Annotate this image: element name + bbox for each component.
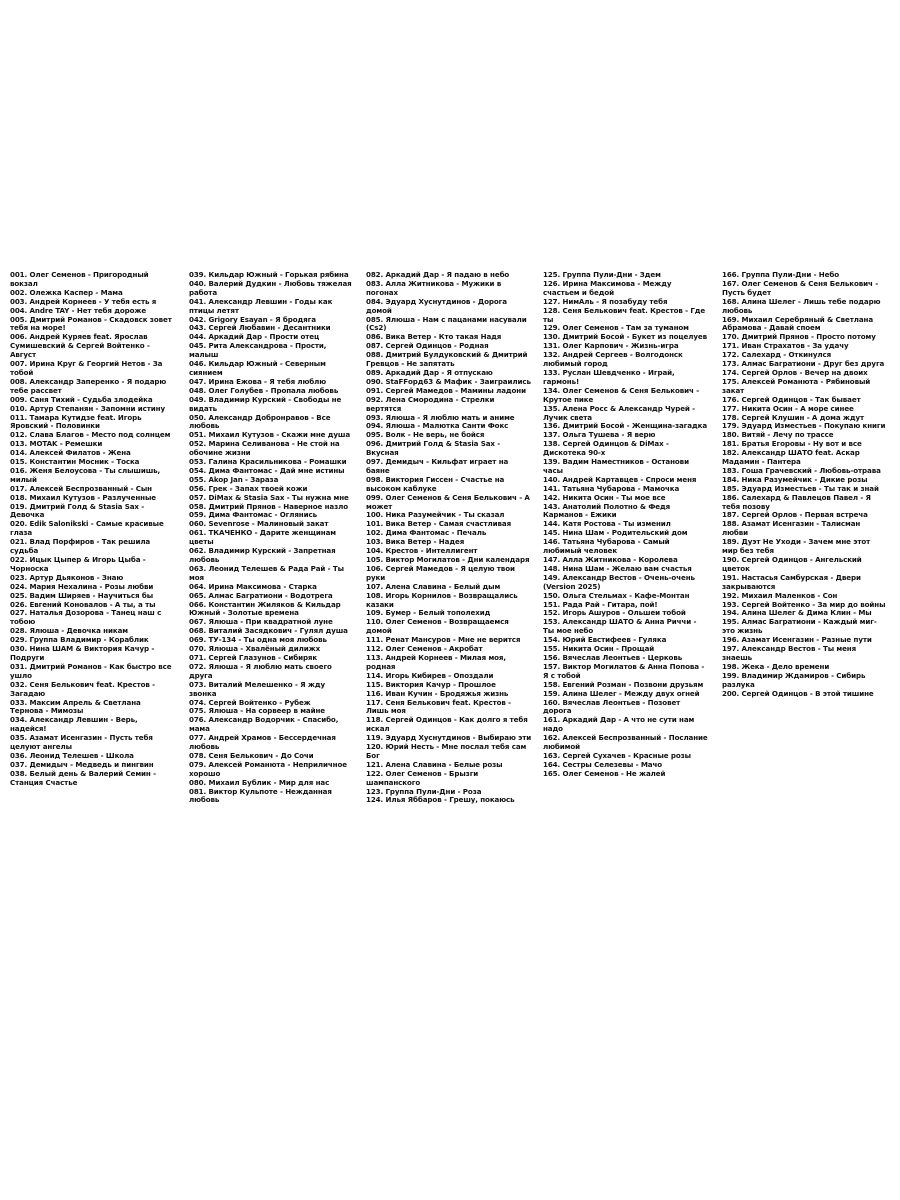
track-entry: 137. Ольга Тушева - Я верю <box>543 430 656 440</box>
track-entry: 094. Ялюша - Малютка Санти Фокс <box>366 421 509 431</box>
track-entry: 120. Юрий Несть - Мне послал тебя сам Бог <box>366 742 527 760</box>
track-entry: 200. Сергей Одинцов - В этой тишине <box>722 688 874 698</box>
track-entry: 019. Дмитрий Голд & Stasia Sax - Девочка <box>10 501 145 520</box>
track-entry: 074. Сергей Войтенко - Рубеж <box>189 697 311 707</box>
track-entry: 099. Олег Семенов & Сеня Белькович - А может <box>366 492 530 511</box>
track-entry: 191. Настасья Самбурская - Двери закрываются <box>722 572 861 591</box>
track-entry: 175. Алексей Романюта - Рябиновый закат <box>722 376 871 395</box>
track-entry: 121. Алена Славина - Белые розы <box>366 759 503 769</box>
track-entry: 020. Edik Salonikski - Самые красивые глаза <box>10 519 164 538</box>
track-entry: 197. Александр Вестов - Ты меня знаешь <box>722 644 857 662</box>
track-entry: 132. Андрей Сергеев - Волгодонск любимый город <box>543 350 683 369</box>
track-entry: 062. Владимир Курский - Запретная любовь <box>189 546 336 564</box>
track-entry: 059. Дима Фантомас - Оглянись <box>189 510 317 520</box>
tracklist-column-4 <box>543 271 715 941</box>
track-entry: 036. Леонид Телешев - Школа <box>10 750 134 760</box>
track-entry: 136. Дмитрий Босой - Женщина-загадка <box>543 421 708 431</box>
track-entry: 018. Михаил Кутузов - Разлученные <box>10 492 157 502</box>
track-entry: 119. Эдуард Хуснутдинов - Выбираю эти <box>366 733 532 743</box>
track-entry: 144. Катя Ростова - Ты изменил <box>543 519 671 529</box>
track-entry: 159. Алина Шелег - Между двух огней <box>543 688 700 698</box>
track-entry: 160. Вячеслав Леонтьев - Позовет дорога <box>543 697 681 716</box>
track-entry: 118. Сергей Одинцов - Как долго я тебя искал <box>366 715 528 734</box>
track-entry: 055. Akop Jan - Зараза <box>189 474 279 484</box>
track-entry: 023. Артур Дьяконов - Знаю <box>10 572 124 582</box>
track-entry: 124. Илья Яббаров - Грешу, покаюсь <box>366 795 515 805</box>
track-entry: 182. Александр ШАТО feat. Аскар Мадамин - Пантера <box>722 448 860 467</box>
track-entry: 110. Олег Семенов - Возвращаемся домой <box>366 617 509 636</box>
track-entry: 077. Андрей Храмов - Бессердечная любовь <box>189 733 336 752</box>
track-entry: 183. Гоша Грачевский - Любовь-отрава <box>722 465 881 475</box>
track-entry: 002. Олежка Каспер - Мама <box>10 287 123 297</box>
track-entry: 051. Михаил Кутузов - Скажи мне душа <box>189 430 351 440</box>
track-entry: 005. Дмитрий Романов - Скадовск зовет тебя на море! <box>10 314 172 333</box>
track-entry: 139. Вадим Наместников - Останови часы <box>543 457 689 475</box>
track-entry: 194. Алина Шелег & Дима Клин - Мы <box>722 608 872 618</box>
track-entry: 030. Нина ШАМ & Виктория Качур - Подруги <box>10 644 155 662</box>
track-entry: 122. Олег Семенов - Брызги шампанского <box>366 768 479 787</box>
track-entry: 135. Алена Росс & Александр Чурей - Лучик света <box>543 403 696 422</box>
track-entry: 079. Алексей Романюта - Неприличное хорошо <box>189 759 347 778</box>
track-entry: 096. Дмитрий Голд & Stasia Sax - Вкусная <box>366 439 501 458</box>
track-entry: 024. Мария Нехалина - Розы любви <box>10 581 154 591</box>
track-entry: 162. Алексей Беспрозванный - Послание любимой <box>543 733 708 752</box>
track-entry: 101. Вика Ветер - Самая счастливая <box>366 519 512 529</box>
track-entry: 045. Рита Александрова - Прости, малыш <box>189 341 327 360</box>
track-entry: 092. Лена Смородина - Стрелки вертятся <box>366 394 495 413</box>
tracklist-column-2 <box>189 271 361 941</box>
track-entry: 177. Никита Осин - А море синее <box>722 403 854 413</box>
track-entry: 156. Вячеслав Леонтьев - Церковь <box>543 652 683 662</box>
track-entry: 130. Дмитрий Босой - Букет из поцелуев <box>543 332 708 342</box>
track-entry: 061. ТКАЧЕНКО - Дарите женщинам цветы <box>189 528 336 547</box>
track-entry: 174. Сергей Орлов - Вечер на двоих <box>722 367 868 377</box>
track-entry: 199. Владимир Ждамиров - Сибирь разлука <box>722 670 866 689</box>
track-entry: 049. Владимир Курский - Свободы не видать <box>189 394 342 413</box>
track-entry: 146. Татьяна Чубарова - Самый любимый человек <box>543 537 670 556</box>
track-entry: 138. Сергей Одинцов & DiMax - Дискотека 90-х <box>543 439 669 458</box>
track-entry: 189. Дуэт Не Уходи - Зачем мне этот мир без тебя <box>722 537 871 556</box>
track-entry: 042. Grigory Esayan - Я бродяга <box>189 314 316 324</box>
track-entry: 073. Виталий Мелешенко - Я жду звонка <box>189 679 326 698</box>
track-entry: 157. Виктор Могилатов & Анна Попова - Я с тобой <box>543 661 705 680</box>
track-entry: 104. Крестов - Интеллигент <box>366 546 478 556</box>
track-entry: 080. Михаил Бублик - Мир для нас <box>189 777 330 787</box>
track-entry: 117. Сеня Белькович feat. Крестов - Лишь моя <box>366 697 511 716</box>
track-entry: 185. Эдуард Изместьев - Ты так и знай <box>722 483 879 493</box>
track-entry: 084. Эдуард Хуснутдинов - Дорога домой <box>366 296 507 315</box>
track-entry: 171. Иван Страхатов - За удачу <box>722 341 849 351</box>
track-entry: 004. Andre TAY - Нет тебя дороже <box>10 305 147 315</box>
track-entry: 098. Виктория Гиссен - Счастье на высоком каблуке <box>366 474 505 493</box>
track-entry: 102. Дима Фантомас - Печаль <box>366 528 487 538</box>
track-entry: 086. Вика Ветер - Кто такая Надя <box>366 332 502 342</box>
track-entry: 043. Сергей Любавин - Десантники <box>189 323 331 333</box>
track-entry: 056. Грек - Запах твоей кожи <box>189 483 308 493</box>
track-entry: 064. Ирина Максимова - Старка <box>189 581 317 591</box>
track-entry: 083. Алла Житникова - Мужики в погонах <box>366 278 502 297</box>
track-entry: 195. Алмас Багратиони - Каждый миг- это жизнь <box>722 617 877 636</box>
track-entry: 113. Андрей Корнеев - Милая моя, родная <box>366 652 506 671</box>
track-entry: 148. Нина Шам - Желаю вам счастья <box>543 563 692 573</box>
track-entry: 108. Игорь Корнилов - Возвращались казаки <box>366 590 518 609</box>
track-entry: 040. Валерий Дудкин - Любовь тяжелая работа <box>189 278 352 297</box>
track-entry: 145. Нина Шам - Родительский дом <box>543 528 688 538</box>
track-entry: 015. Константин Мосник - Тоска <box>10 457 140 467</box>
track-entry: 001. Олег Семенов - Пригородный вокзал <box>10 271 149 288</box>
track-entry: 082. Аркадий Дар - Я падаю в небо <box>366 271 510 279</box>
track-entry: 107. Алена Славина - Белый дым <box>366 581 501 591</box>
track-entry: 068. Виталий Засядкович - Гулял душа <box>189 626 348 636</box>
track-entry: 078. Сеня Белькович - До Сочи <box>189 750 314 760</box>
track-entry: 039. Кильдар Южный - Горькая рябина <box>189 271 349 279</box>
track-entry: 028. Ялюша - Девочка никам <box>10 626 128 636</box>
tracklist-column-1 <box>10 271 182 941</box>
track-entry: 133. Руслан Шевдченко - Играй, гармонь! <box>543 367 675 386</box>
track-entry: 058. Дмитрий Прянов - Наверное назло <box>189 501 348 511</box>
track-entry: 063. Леонид Телешев & Рада Рай - Ты моя <box>189 563 344 582</box>
track-entry: 192. Михаил Маленков - Сон <box>722 590 838 600</box>
track-entry: 093. Ялюша - Я люблю мать и аниме <box>366 412 515 422</box>
track-entry: 164. Сестры Селезевы - Мачо <box>543 759 663 769</box>
track-entry: 087. Сергей Одинцов - Родная <box>366 341 489 351</box>
track-entry: 100. Ника Разумейчик - Ты сказал <box>366 510 505 520</box>
track-entry: 046. Кильдар Южный - Северным сиянием <box>189 359 326 377</box>
track-entry: 126. Ирина Максимова - Между счастьем и бедой <box>543 278 672 297</box>
track-entry: 163. Сергей Сухачев - Красные розы <box>543 750 691 760</box>
tracklist-column-5 <box>722 271 894 941</box>
track-entry: 041. Александр Левшин - Годы как птицы летят <box>189 296 333 315</box>
track-entry: 116. Иван Кучин - Бродяжья жизнь <box>366 688 509 698</box>
track-entry: 014. Алексей Филатов - Жена <box>10 448 131 458</box>
track-entry: 060. Sevenrose - Малиновый закат <box>189 519 329 529</box>
track-entry: 008. Александр Заперенко - Я подарю тебе рассвет <box>10 376 167 395</box>
track-entry: 009. Саня Тихий - Судьба злодейка <box>10 394 153 404</box>
track-entry: 105. Виктор Могилатов - Дни календаря <box>366 555 530 564</box>
track-entry: 188. Азамат Исенгазин - Талисман любви <box>722 519 861 538</box>
track-entry: 070. Ялюша - Хвалёный дилижх <box>189 644 321 654</box>
track-entry: 184. Ника Разумейчик - Дикие розы <box>722 474 868 484</box>
track-entry: 038. Белый день & Валерий Семин - Станция Счастье <box>10 768 156 787</box>
track-entry: 006. Андрей Куряев feat. Ярослав Сумишевский & Сергей Войтенко - Август <box>10 332 150 360</box>
track-entry: 125. Группа Пули-Дни - Здем <box>543 271 661 279</box>
track-entry: 047. Ирина Ежова - Я тебя люблю <box>189 376 327 386</box>
track-entry: 011. Тамара Кутидзе feat. Игорь Яровский - Половинки <box>10 412 142 431</box>
track-entry: 167. Олег Семенов & Сеня Белькович - Пусть будет <box>722 278 879 297</box>
track-entry: 031. Дмитрий Романов - Как быстро все ушло <box>10 661 172 680</box>
track-entry: 025. Вадим Ширяев - Научиться бы <box>10 590 154 600</box>
track-entry: 123. Группа Пули-Дни - Роза <box>366 786 482 796</box>
track-entry: 044. Аркадий Дар - Прости отец <box>189 332 320 342</box>
track-entry: 111. Ренат Мансуров - Мне не верится <box>366 635 521 645</box>
track-entry: 176. Сергей Одинцов - Так бывает <box>722 394 861 404</box>
track-entry: 053. Галина Красильникова - Ромашки <box>189 457 347 467</box>
track-entry: 142. Никита Осин - Ты мое все <box>543 492 666 502</box>
track-entry: 085. Ялюша - Нам с пацанами насували (Cs2) <box>366 314 527 333</box>
track-entry: 089. Аркадий Дар - Я отпускаю <box>366 367 493 377</box>
track-entry: 198. Жека - Дело времени <box>722 661 830 671</box>
track-entry: 131. Олег Карпович - Жизнь-игра <box>543 341 679 351</box>
track-entry: 134. Олег Семенов & Сеня Белькович - Крутое пике <box>543 385 700 404</box>
track-entry: 075. Ялюша - На сорвеер в майне <box>189 706 326 716</box>
track-entry: 196. Азамат Исенгазин - Разные пути <box>722 635 872 645</box>
track-entry: 106. Сергей Мамедов - Я целую твои руки <box>366 563 515 582</box>
track-entry: 173. Алмас Багратиони - Друг без друга <box>722 359 885 369</box>
track-entry: 180. Витяй - Лечу по трассе <box>722 430 834 440</box>
track-entry: 029. Группа Владимир - Кораблик <box>10 635 149 645</box>
track-entry: 103. Вика Ветер - Надея <box>366 537 465 547</box>
track-entry: 076. Александр Водорчик - Спасибо, мама <box>189 715 339 734</box>
track-entry: 010. Артур Степанян - Запомни истину <box>10 403 165 413</box>
track-entry: 154. Юрий Евстифеев - Гуляка <box>543 635 667 645</box>
track-entry: 152. Игорь Ашуров - Ольшеи тобой <box>543 608 686 618</box>
track-entry: 071. Сергей Глазунов - Сибиряк <box>189 652 318 662</box>
track-entry: 052. Марина Селиванова - Не стой на обочине жизни <box>189 439 340 458</box>
track-entry: 007. Ирина Круг & Георгий Нетов - За тобой <box>10 359 163 377</box>
track-entry: 193. Сергей Войтенко - За мир до войны <box>722 599 886 609</box>
track-entry: 179. Эдуард Изместьев - Покупаю книги <box>722 421 886 431</box>
track-entry: 003. Андрей Корнеев - У тебя есть я <box>10 296 157 306</box>
track-entry: 034. Александр Левшин - Верь, надейся! <box>10 715 138 734</box>
track-entry: 181. Братья Егоровы - Ну вот и все <box>722 439 862 449</box>
track-entry: 012. Слава Благов - Место под солнцем <box>10 430 171 440</box>
track-entry: 153. Александр ШАТО & Анна Риччи - Ты мое небо <box>543 617 697 636</box>
track-entry: 048. Олег Голубев - Пропала любовь <box>189 385 339 395</box>
track-entry: 091. Сергей Мамедов - Мамины ладони <box>366 385 526 395</box>
track-entry: 097. Демидыч - Кильфат играет на баяне <box>366 457 509 475</box>
track-entry: 129. Олег Семенов - Там за туманом <box>543 323 689 333</box>
track-entry: 172. Салехард - Откинулся <box>722 350 832 360</box>
track-entry: 186. Салехард & Павлецов Павел - Я тебя позову <box>722 492 871 511</box>
track-entry: 088. Дмитрий Булдуковский & Дмитрий Гревцов - Не запятать <box>366 350 528 369</box>
track-entry: 072. Ялюша - Я люблю мать своего друга <box>189 661 332 680</box>
track-entry: 169. Михаил Серебряный & Светлана Абрамова - Давай споем <box>722 314 874 333</box>
track-entry: 150. Ольга Стельмах - Кафе-Монтан <box>543 590 690 600</box>
track-entry: 035. Азамат Исенгазин - Пусть тебя целуют ангелы <box>10 733 153 752</box>
track-entry: 013. MOTAK - Ремешки <box>10 439 103 449</box>
track-entry: 090. StaFFорд63 & Мафик - Заиграились <box>366 376 531 386</box>
track-entry: 161. Аркадий Дар - А что не сути нам надо <box>543 715 695 734</box>
track-entry: 022. Ицык Цыпер & Игорь Цыба - Чорноска <box>10 555 146 573</box>
track-entry: 127. НимАль - Я позабуду тебя <box>543 296 668 306</box>
track-entry: 081. Виктор Кульпоте - Нежданная любовь <box>189 786 332 805</box>
track-entry: 112. Олег Семенов - Акробат <box>366 644 483 654</box>
track-entry: 069. ТУ-134 - Ты одна моя любовь <box>189 635 327 645</box>
tracklist-column-3 <box>366 271 538 941</box>
track-entry: 151. Рада Рай - Гитара, пой! <box>543 599 658 609</box>
track-entry: 178. Сергей Клушин - А дома ждут <box>722 412 865 422</box>
track-entry: 187. Сергей Орлов - Первая встреча <box>722 510 868 520</box>
track-entry: 165. Олег Семенов - Не жалей <box>543 768 666 778</box>
track-entry: 115. Виктория Качур - Прошлое <box>366 679 496 689</box>
track-entry: 190. Сергей Одинцов - Ангельский цветок <box>722 555 862 573</box>
track-entry: 166. Группа Пули-Дни - Небо <box>722 271 840 279</box>
track-entry: 095. Волк - Не верь, не бойся <box>366 430 485 440</box>
track-entry: 066. Константин Жиляков & Кильдар Южный - Золотые времена <box>189 599 341 618</box>
track-entry: 021. Влад Порфиров - Так решила судьба <box>10 537 151 556</box>
track-entry: 027. Наталья Дозорова - Танец наш с тобою <box>10 608 162 627</box>
track-entry: 033. Максим Апрель & Светлана Тернова - Мимозы <box>10 697 141 716</box>
track-entry: 109. Бумер - Белый тополехид <box>366 608 491 618</box>
track-entry: 168. Алина Шелег - Лишь тебе подарю любовь <box>722 296 881 315</box>
track-entry: 065. Алмас Багратиони - Водотрега <box>189 590 333 600</box>
track-entry: 037. Демидыч - Медведь и пингвин <box>10 759 154 769</box>
track-entry: 158. Евгений Розман - Позвони друзьям <box>543 679 704 689</box>
track-entry: 017. Алексей Беспрозванный - Сын <box>10 483 152 493</box>
track-entry: 050. Александр Добронравов - Все любовь <box>189 412 331 431</box>
track-entry: 026. Евгений Коновалов - А ты, а ты <box>10 599 156 609</box>
track-entry: 114. Игорь Кибирев - Опоздали <box>366 670 494 680</box>
track-entry: 170. Дмитрий Прянов - Просто потому <box>722 332 876 342</box>
track-entry: 054. Дима Фантомас - Дай мне истины <box>189 465 345 475</box>
track-entry: 128. Сеня Белькович feat. Крестов - Где ты <box>543 305 706 324</box>
track-entry: 140. Андрей Картавцев - Спроси меня <box>543 474 697 484</box>
track-entry: 141. Татьяна Чубарова - Мамочка <box>543 483 680 493</box>
track-entry: 149. Александр Вестов - Очень-очень (Version 2025) <box>543 572 695 591</box>
track-entry: 057. DiMax & Stasia Sax - Ты нужна мне <box>189 492 349 502</box>
track-entry: 032. Сеня Белькович feat. Крестов - Загадаю <box>10 679 155 698</box>
track-entry: 155. Никита Осин - Прощай <box>543 644 655 654</box>
track-entry: 016. Женя Белоусова - Ты слышишь, милый <box>10 465 161 484</box>
track-entry: 067. Ялюша - При квадратной луне <box>189 617 333 627</box>
track-entry: 147. Алла Житникова - Королева <box>543 555 678 564</box>
track-entry: 143. Анатолий Полотно & Федя Карманов - Ежики <box>543 501 671 520</box>
